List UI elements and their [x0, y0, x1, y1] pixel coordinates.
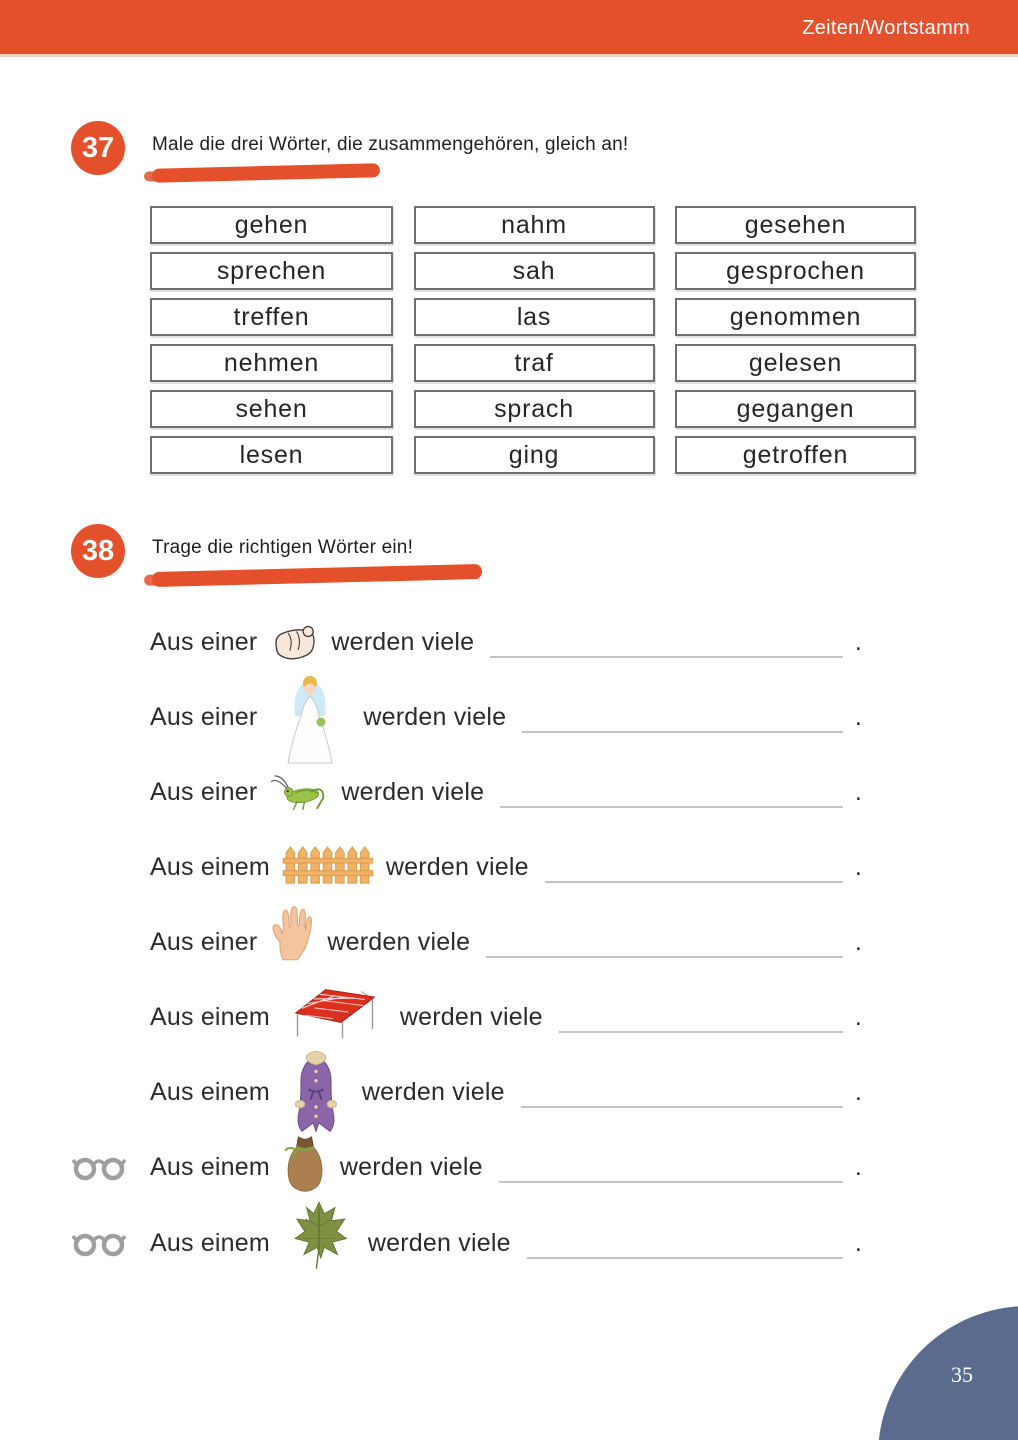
sentence-lead: Aus einem — [150, 1152, 270, 1181]
sentence-mid: werden viele — [339, 1152, 483, 1181]
sentence-lead: Aus einer — [150, 627, 258, 656]
sentence-mid: werden viele — [331, 627, 475, 656]
sentence-period: . — [854, 1228, 862, 1257]
sentence-period: . — [854, 1152, 862, 1181]
sentence-row — [150, 1137, 862, 1197]
sentence-period: . — [854, 777, 862, 806]
word-box[interactable]: getroffen — [675, 436, 916, 474]
word-box[interactable]: gegangen — [675, 390, 916, 428]
sentence-mid: werden viele — [361, 1077, 505, 1106]
word-box[interactable]: las — [414, 298, 655, 336]
sentence-period: . — [854, 927, 862, 956]
answer-blank[interactable] — [545, 851, 843, 883]
word-box[interactable]: nahm — [414, 206, 655, 244]
sentence-lead: Aus einem — [150, 1228, 270, 1257]
answer-blank[interactable] — [559, 1001, 843, 1033]
word-box[interactable]: gesehen — [675, 206, 916, 244]
orange-highlight-stroke — [152, 564, 482, 587]
sentence-mid: werden viele — [367, 1228, 511, 1257]
answer-blank[interactable] — [499, 1151, 843, 1183]
sentence-row — [150, 762, 862, 822]
sentence-period: . — [854, 702, 862, 731]
word-box[interactable]: sprechen — [150, 252, 393, 290]
header-bar — [0, 0, 1018, 57]
word-box[interactable]: treffen — [150, 298, 393, 336]
word-box[interactable]: gehen — [150, 206, 393, 244]
orange-highlight-stroke — [152, 163, 380, 183]
word-box[interactable]: nehmen — [150, 344, 393, 382]
word-box[interactable]: sah — [414, 252, 655, 290]
word-box[interactable]: lesen — [150, 436, 393, 474]
sentence-mid: werden viele — [341, 777, 485, 806]
glasses-icon — [72, 1227, 126, 1259]
sentence-lead: Aus einer — [150, 927, 258, 956]
sentence-row — [150, 987, 862, 1047]
word-box[interactable]: sprach — [414, 390, 655, 428]
sentence-mid: werden viele — [399, 1002, 543, 1031]
sentence-mid: werden viele — [363, 702, 507, 731]
sentence-row — [150, 1213, 862, 1273]
sentence-row — [150, 837, 862, 897]
answer-blank[interactable] — [490, 626, 843, 658]
sentence-mid: werden viele — [327, 927, 471, 956]
exercise-38-badge — [71, 524, 125, 578]
sentence-row — [150, 612, 862, 672]
grasshopper-icon — [269, 773, 329, 811]
sentence-row — [150, 1062, 862, 1122]
exercise-38-instruction: Trage die richtigen Wörter ein! — [152, 537, 414, 558]
exercise-38-number: 38 — [81, 534, 115, 567]
sentence-period: . — [854, 1077, 862, 1106]
fence-icon — [282, 845, 374, 885]
sentence-period: . — [854, 852, 862, 881]
sentence-lead: Aus einem — [150, 1077, 270, 1106]
bride-icon — [279, 670, 341, 765]
word-match-grid — [150, 206, 916, 474]
coat-icon — [288, 1049, 344, 1135]
sentence-lead: Aus einer — [150, 702, 258, 731]
sentence-lead: Aus einer — [150, 777, 258, 806]
sentence-period: . — [854, 1002, 862, 1031]
hand-icon — [269, 904, 315, 964]
fist-icon — [269, 621, 319, 667]
sentence-mid: werden viele — [385, 852, 529, 881]
word-box[interactable]: gesprochen — [675, 252, 916, 290]
sentence-lead: Aus einem — [150, 852, 270, 881]
leaf-icon — [288, 1199, 350, 1271]
word-box[interactable]: genommen — [675, 298, 916, 336]
word-box[interactable]: ging — [414, 436, 655, 474]
exercise-37-number: 37 — [81, 131, 115, 164]
answer-blank[interactable] — [522, 701, 843, 733]
answer-blank[interactable] — [521, 1076, 843, 1108]
answer-blank[interactable] — [500, 776, 843, 808]
answer-blank[interactable] — [527, 1227, 843, 1259]
sentence-row — [150, 912, 862, 972]
page-topic-title: Zeiten/Wortstamm — [802, 17, 970, 39]
sentence-lead: Aus einem — [150, 1002, 270, 1031]
sentence-row — [150, 687, 862, 747]
page-number: 35 — [951, 1362, 973, 1387]
answer-blank[interactable] — [486, 926, 843, 958]
roof-icon — [290, 985, 380, 1041]
sack-icon — [282, 1135, 328, 1195]
exercise-37-instruction: Male die drei Wörter, die zusammengehören, gleich an! — [152, 134, 629, 155]
word-box[interactable]: traf — [414, 344, 655, 382]
sentence-period: . — [854, 627, 862, 656]
glasses-icon — [72, 1151, 126, 1183]
word-box[interactable]: sehen — [150, 390, 393, 428]
word-box[interactable]: gelesen — [675, 344, 916, 382]
exercise-37-badge — [71, 121, 125, 175]
